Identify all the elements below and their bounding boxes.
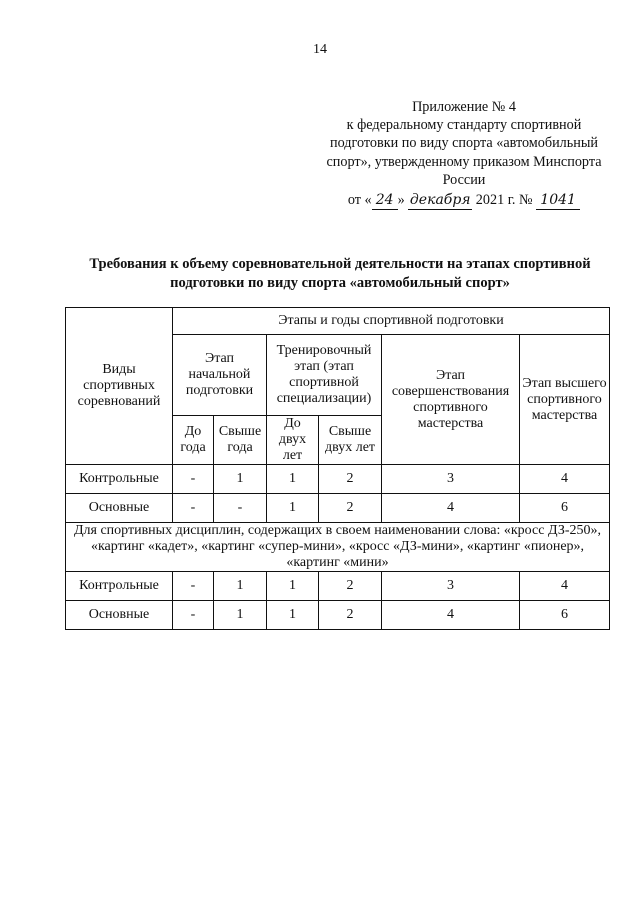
header-stage-training: Тренировочный этап (этап спортивной специализации) xyxy=(267,335,382,416)
appendix-line: подготовки по виду спорта «автомобильный xyxy=(330,135,598,152)
row-label: Основные xyxy=(66,601,173,630)
page-number: 14 xyxy=(313,42,327,57)
appendix-line: к федеральному стандарту спортивной xyxy=(346,117,582,134)
table-row xyxy=(66,465,610,494)
header-competition-kinds: Виды спортивных соревнований xyxy=(66,308,173,465)
cell: 1 xyxy=(214,572,267,601)
handwritten-day: 24 xyxy=(372,191,398,210)
header-over-two-years: Свыше двух лет xyxy=(319,416,382,465)
appendix-line: спорт», утвержденному приказом Минспорта xyxy=(326,153,602,170)
table-note-row xyxy=(66,523,610,572)
disciplines-note: Для спортивных дисциплин, содержащих в своем наименовании слова: «кросс ДЗ-250», «картинг «кадет», «картинг «супер-мини», «кросс «ДЗ-мини», «картинг «пионер», «картинг «мини» xyxy=(66,523,610,572)
cell: 3 xyxy=(382,465,520,494)
row-label: Контрольные xyxy=(66,465,173,494)
header-over-year: Свыше года xyxy=(214,416,267,465)
cell: 4 xyxy=(520,572,610,601)
date-prefix: от « xyxy=(347,192,372,209)
appendix-header xyxy=(300,98,628,210)
cell: 1 xyxy=(267,465,319,494)
cell: 4 xyxy=(520,465,610,494)
cell: 3 xyxy=(382,572,520,601)
cell: 6 xyxy=(520,601,610,630)
header-stage-improvement: Этап совершенствования спортивного мастерства xyxy=(382,335,520,465)
title-line: Требования к объему соревновательной деятельности на этапах спортивной xyxy=(89,256,591,272)
cell: 4 xyxy=(382,494,520,523)
title-line: подготовки по виду спорта «автомобильный спорт» xyxy=(170,275,510,291)
cell: 4 xyxy=(382,601,520,630)
cell: 1 xyxy=(214,601,267,630)
cell: 2 xyxy=(319,601,382,630)
handwritten-order-number: 1041 xyxy=(536,191,580,210)
cell: - xyxy=(214,494,267,523)
cell: - xyxy=(173,572,214,601)
header-stage-higher: Этап высшего спортивного мастерства xyxy=(520,335,610,465)
date-year: 2021 г. № xyxy=(475,192,533,209)
header-stage-initial: Этап начальной подготовки xyxy=(173,335,267,416)
header-stages: Этапы и годы спортивной подготовки xyxy=(173,308,610,335)
row-label: Основные xyxy=(66,494,173,523)
cell: 2 xyxy=(319,572,382,601)
date-mid: » xyxy=(397,192,405,209)
cell: 1 xyxy=(267,494,319,523)
row-label: Контрольные xyxy=(66,572,173,601)
document-title xyxy=(60,255,620,293)
requirements-table xyxy=(65,307,610,630)
cell: 2 xyxy=(319,465,382,494)
appendix-date-line xyxy=(300,191,628,210)
cell: 1 xyxy=(267,572,319,601)
cell: - xyxy=(173,601,214,630)
table-row xyxy=(66,601,610,630)
cell: - xyxy=(173,465,214,494)
appendix-line: Приложение № 4 xyxy=(412,99,516,115)
header-up-to-two-years: До двух лет xyxy=(267,416,319,465)
handwritten-month: декабря xyxy=(408,191,472,210)
cell: 1 xyxy=(267,601,319,630)
cell: 2 xyxy=(319,494,382,523)
cell: 6 xyxy=(520,494,610,523)
cell: - xyxy=(173,494,214,523)
cell: 1 xyxy=(214,465,267,494)
table-row xyxy=(66,572,610,601)
table-header-row xyxy=(66,308,610,335)
header-up-to-year: До года xyxy=(173,416,214,465)
appendix-line: России xyxy=(442,171,486,188)
table-row xyxy=(66,494,610,523)
